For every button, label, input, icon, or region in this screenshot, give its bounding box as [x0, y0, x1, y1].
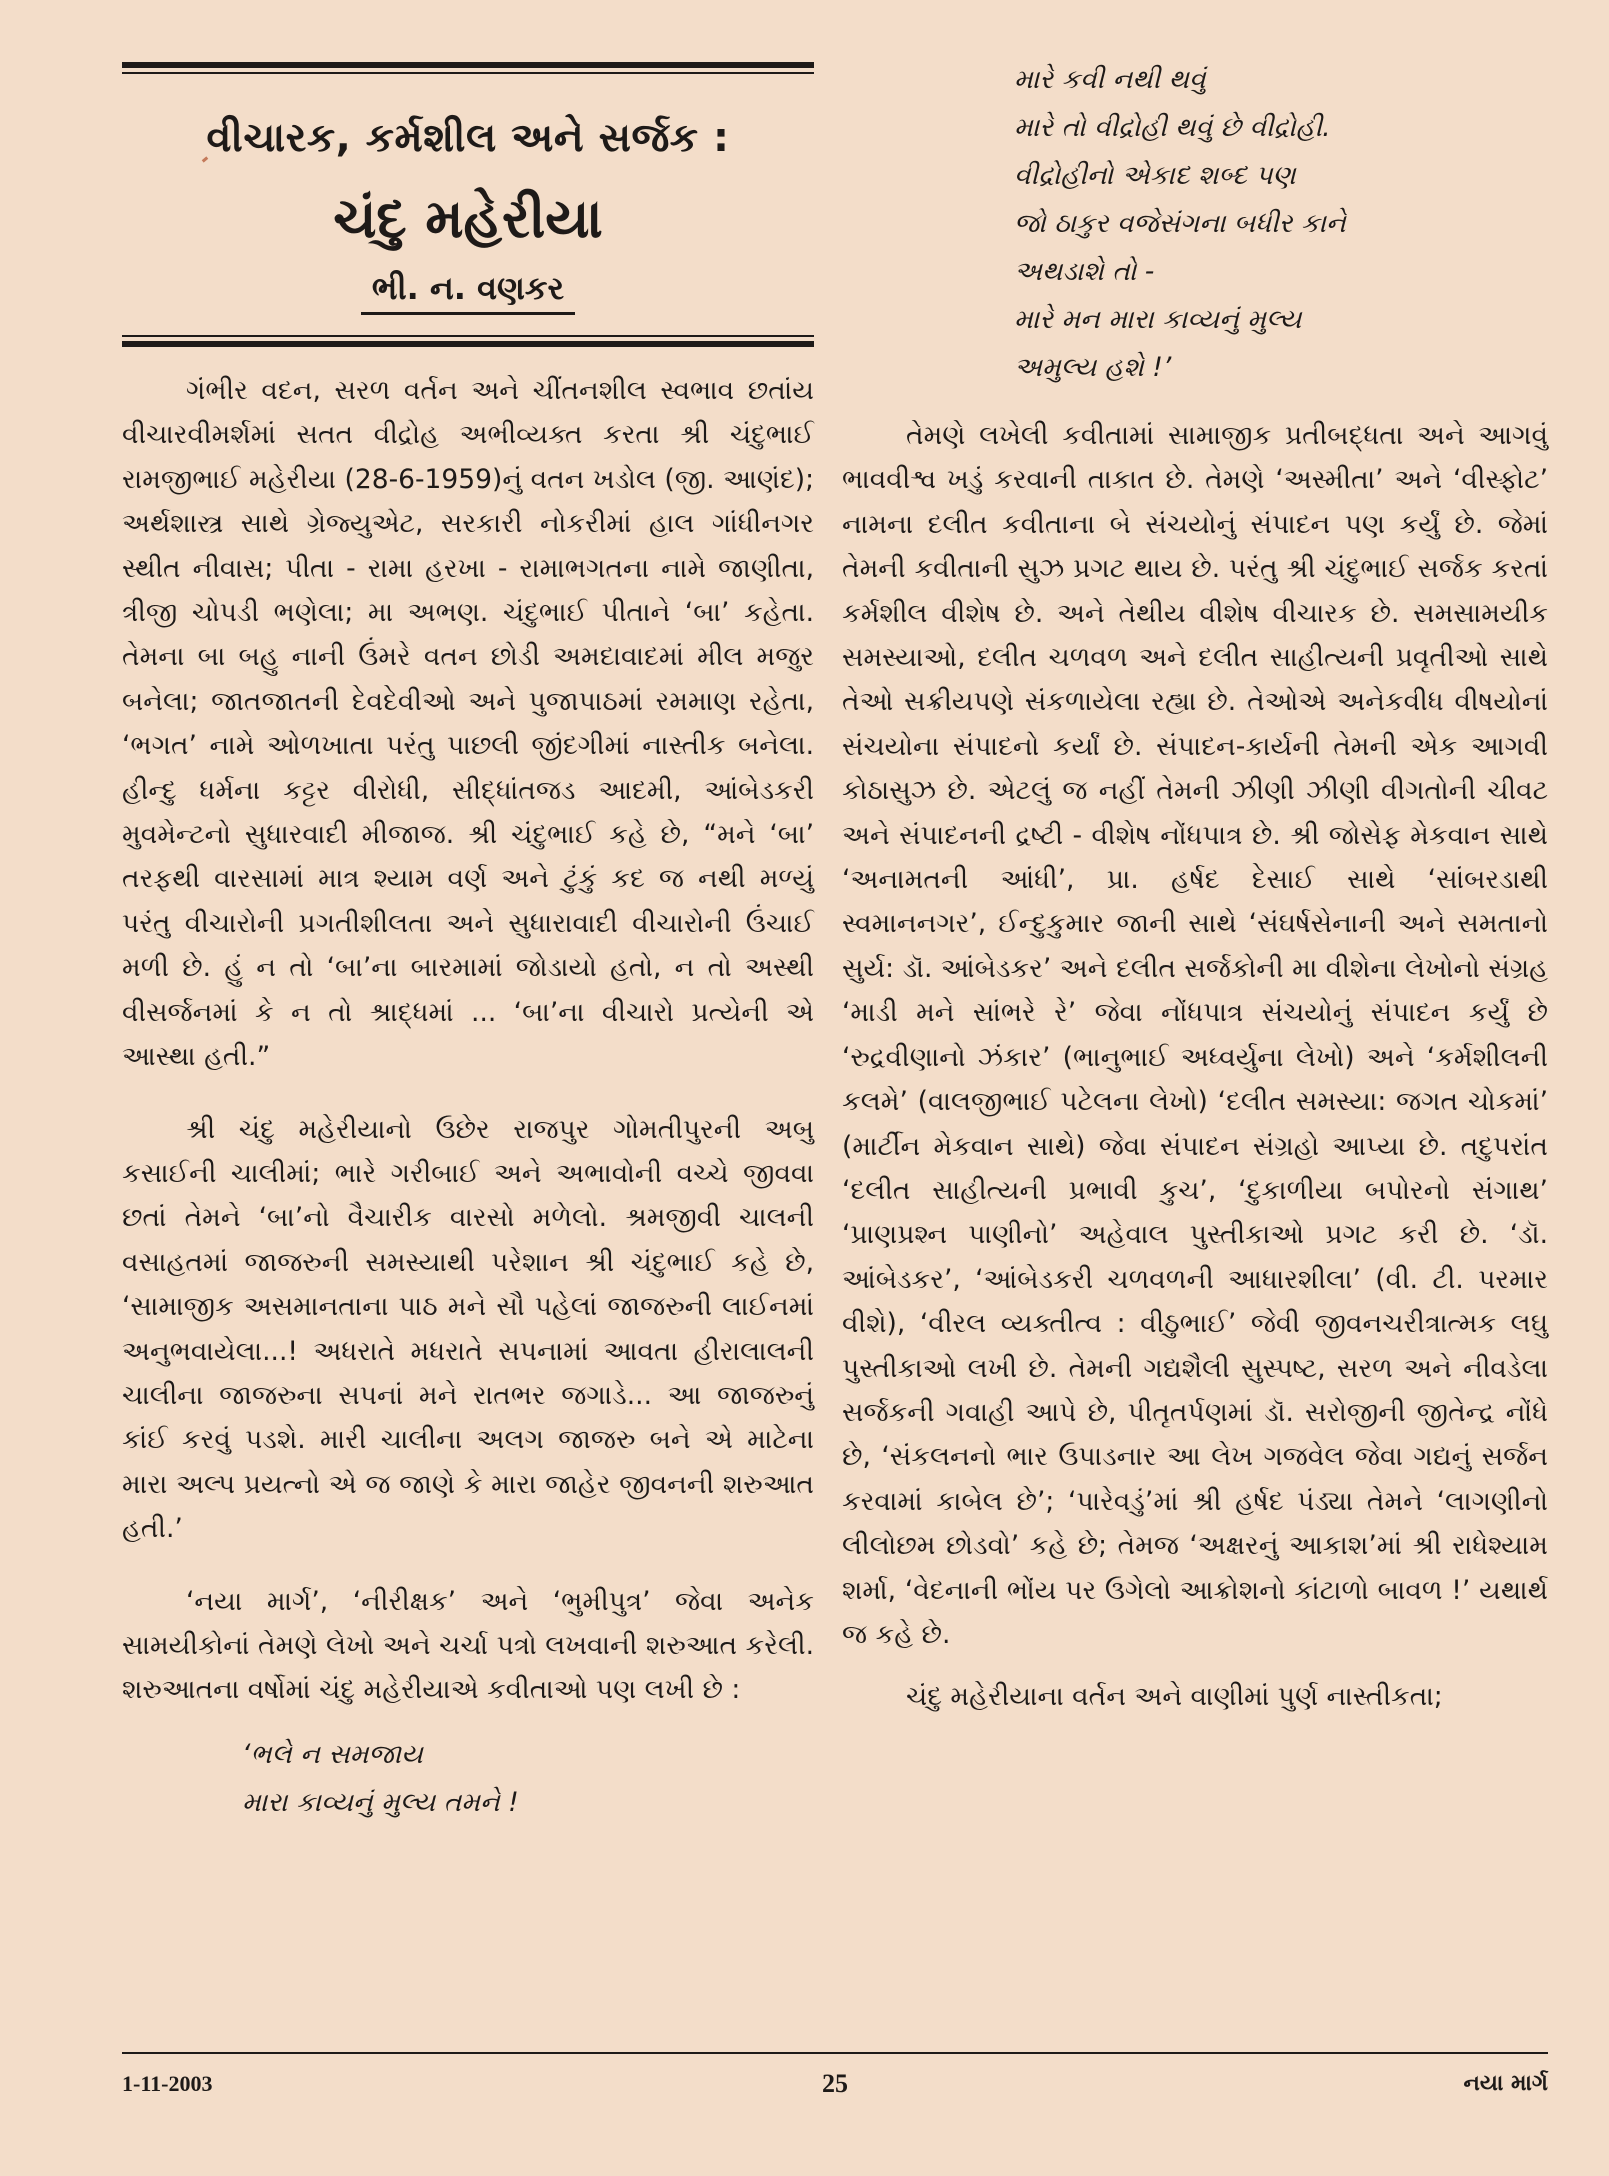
poem-line: ‘ભલે ન સમજાય — [242, 1738, 423, 1770]
left-poem — [122, 1731, 814, 1827]
header-bottom-rule-thin — [122, 335, 814, 337]
poem-line: મારે મન મારા કાવ્યનું મુલ્ય — [1014, 304, 1302, 335]
article-author: ભી. ન. વણકર — [371, 269, 565, 307]
header-top-rule-thin — [122, 72, 814, 74]
poem-line: અથડાશે તો - — [1014, 256, 1155, 287]
left-paragraph-2: શ્રી ચંદુ મહેરીયાનો ઉછેર રાજપુર ગોમતીપુરની અબુ કસાઈની ચાલીમાં; ભારે ગરીબાઈ અને અભાવોની વચ્ચે જીવવા છતાં તેમને ‘બા’નો વૈચારીક વારસો મળેલો. શ્રમજીવી ચાલની વસાહતમાં જાજરુની સમસ્યાથી પરેશાન શ્રી ચંદુભાઈ કહે છે, ‘સામાજીક અસમાનતાના પાઠ મને સૌ પહેલાં જાજરુની લાઈનમાં અનુભવાયેલા...! અધરાતે મધરાતે સપનામાં આવતા હીરાલાલની ચાલીના જાજરુના સપનાં મને રાતભર જગાડે... આ જાજરુનું કાંઈ કરવું પડશે. મારી ચાલીના અલગ જાજરુ બને એ માટેના મારા અલ્પ પ્રયત્નો એ જ જાણે કે મારા જાહેર જીવનની શરુઆત હતી.’ — [122, 1113, 814, 1545]
right-column — [842, 62, 1548, 1720]
article-title: વીચારક, કર્મશીલ અને સર્જક : — [206, 115, 730, 161]
author-underline — [361, 312, 575, 315]
article-subject-name: ચંદુ મહેરીયા — [333, 187, 603, 250]
issue-date: 1-11-2003 — [122, 2071, 213, 2096]
poem-line: વીદ્રોહીનો એકાદ શબ્દ પણ — [1014, 160, 1296, 191]
right-paragraph-2: ચંદુ મહેરીયાના વર્તન અને વાણીમાં પુર્ણ નાસ્તીકતા; — [906, 1681, 1443, 1713]
poem-line: અમુલ્ય હશે !’ — [1014, 352, 1172, 383]
left-paragraph-3: ‘નયા માર્ગ’, ‘નીરીક્ષક’ અને ‘ભુમીપુત્ર’ જેવા અનેક સામયીકોનાં તેમણે લેખો અને ચર્ચા પત્રો લખવાની શરુઆત કરેલી. શરુઆતના વર્ષોમાં ચંદુ મહેરીયાએ કવીતાઓ પણ લખી છે : — [122, 1585, 814, 1706]
header-bottom-rules — [122, 335, 814, 347]
journal-name: નયા માર્ગ — [1463, 2071, 1548, 2096]
poem-line: મારે તો વીદ્રોહી થવું છે વીદ્રોહી. — [1014, 112, 1331, 143]
poem-line: જો ઠાકુર વજેસંગના બધીર કાને — [1014, 208, 1346, 239]
left-column — [122, 62, 814, 1827]
poem-line: મારા કાવ્યનું મુલ્ય તમને ! — [242, 1786, 519, 1818]
header-top-rule — [122, 62, 814, 68]
poem-line: મારે કવી નથી થવું — [1014, 64, 1206, 95]
page-footer — [122, 2064, 1548, 2104]
header-bottom-rule — [122, 341, 814, 347]
right-paragraph-1: તેમણે લખેલી કવીતામાં સામાજીક પ્રતીબદ્ધતા અને આગવું ભાવવીશ્વ ખડું કરવાની તાકાત છે. તેમણે ‘અસ્મીતા’ અને ‘વીસ્ફોટ’ નામના દલીત કવીતાના બે સંચયોનું સંપાદન પણ કર્યું છે. જેમાં તેમની કવીતાની સુઝ પ્રગટ થાય છે. પરંતુ શ્રી ચંદુભાઈ સર્જક કરતાં કર્મશીલ વીશેષ છે. અને તેથીય વીશેષ વીચારક છે. સમસામયીક સમસ્યાઓ, દલીત ચળવળ અને દલીત સાહીત્યની પ્રવૃતીઓ સાથે તેઓ સક્રીયપણે સંકળાયેલા રહ્યા છે. તેઓએ અનેકવીધ વીષયોનાં સંચયોના સંપાદનો કર્યાં છે. સંપાદન-કાર્યની તેમની એક આગવી કોઠાસુઝ છે. એટલું જ નહીં તેમની ઝીણી ઝીણી વીગતોની ચીવટ અને સંપાદનની દ્રષ્ટી - વીશેષ નોંધપાત્ર છે. શ્રી જોસેફ મેકવાન સાથે ‘અનામતની આંધી’, પ્રા. હર્ષદ દેસાઈ સાથે ‘સાંબરડાથી સ્વમાનનગર’, ઈન્દુકુમાર જાની સાથે ‘સંઘર્ષસેનાની અને સમતાનો સુર્ય: ડૉ. આંબેડકર’ અને દલીત સર્જકોની મા વીશેના લેખોનો સંગ્રહ ‘માડી મને સાંભરે રે’ જેવા નોંધપાત્ર સંચયોનું સંપાદન કર્યું છે ‘રુદ્રવીણાનો ઝંકાર’ (ભાનુભાઈ અધ્વર્યુના લેખો) અને ‘કર્મશીલની કલમે’ (વાલજીભાઈ પટેલના લેખો) ‘દલીત સમસ્યા: જગત ચોકમાં’ (માર્ટીન મેકવાન સાથે) જેવા સંપાદન સંગ્રહો આપ્યા છે. તદુપરાંત ‘દલીત સાહીત્યની પ્રભાવી કુચ’, ‘દુકાળીયા બપોરનો સંગાથ’ ‘પ્રાણપ્રશ્ન પાણીનો’ અહેવાલ પુસ્તીકાઓ પ્રગટ કરી છે. ‘ડૉ. આંબેડકર’, ‘આંબેડકરી ચળવળની આધારશીલા’ (વી. ટી. પરમાર વીશે), ‘વીરલ વ્યક્તીત્વ : વીઠુભાઈ’ જેવી જીવનચરીત્રાત્મક લઘુ પુસ્તીકાઓ લખી છે. તેમની ગદ્યશૈલી સુસ્પષ્ટ, સરળ અને નીવડેલા સર્જકની ગવાહી આપે છે, પીતૃતર્પણમાં ડૉ. સરોજીની જીતેન્દ્ર નોંધે છે, ‘સંકલનનો ભાર ઉપાડનાર આ લેખ ગજવેલ જેવા ગદ્યનું સર્જન કરવામાં કાબેલ છે’; ‘પારેવડું’માં શ્રી હર્ષદ પંડ્યા તેમને ‘લાગણીનો લીલોછમ છોડવો’ કહે છે; તેમજ ‘અક્ષરનું આકાશ’માં શ્રી રાધેશ્યામ શર્મા, ‘વેદનાની ભોંય પર ઉગેલો આક્રોશનો કાંટાળો બાવળ !’ યથાર્થ જ કહે છે. — [842, 420, 1548, 1650]
footer-rule — [122, 2052, 1548, 2054]
page-number: 25 — [822, 2069, 848, 2098]
right-poem — [842, 56, 1548, 392]
left-paragraph-1: ગંભીર વદન, સરળ વર્તન અને ચીંતનશીલ સ્વભાવ છતાંય વીચારવીમર્શમાં સતત વીદ્રોહ અભીવ્યક્ત કરતા શ્રી ચંદુભાઈ રામજીભાઈ મહેરીયા (28-6-1959)નું વતન ખડોલ (જી. આણંદ); અર્થશાસ્ત્ર સાથે ગ્રેજ્યુએટ, સરકારી નોકરીમાં હાલ ગાંધીનગર સ્થીત નીવાસ; પીતા - રામા હરખા - રામાભગતના નામે જાણીતા, ત્રીજી ચોપડી ભણેલા; મા અભણ. ચંદુભાઈ પીતાને ‘બા’ કહેતા. તેમના બા બહુ નાની ઉંમરે વતન છોડી અમદાવાદમાં મીલ મજુર બનેલા; જાતજાતની દેવદેવીઓ અને પુજાપાઠમાં રમમાણ રહેતા, ‘ભગત’ નામે ઓળખાતા પરંતુ પાછલી જીંદગીમાં નાસ્તીક બનેલા. હીન્દુ ધર્મના કટ્ટર વીરોધી, સીદ્ધાંતજડ આદમી, આંબેડકરી મુવમેન્ટનો સુધારવાદી મીજાજ. શ્રી ચંદુભાઈ કહે છે, “મને ‘બા’ તરફથી વારસામાં માત્ર શ્યામ વર્ણ અને ટુંકું કદ જ નથી મળ્યું પરંતુ વીચારોની પ્રગતીશીલતા અને સુધારાવાદી વીચારોની ઉંચાઈ મળી છે. હું ન તો ‘બા’ના બારમામાં જોડાયો હતો, ન તો અસ્થી વીસર્જનમાં કે ન તો શ્રાદ્ધમાં ... ‘બા’ના વીચારો પ્રત્યેની એ આસ્થા હતી.” — [122, 375, 814, 1073]
